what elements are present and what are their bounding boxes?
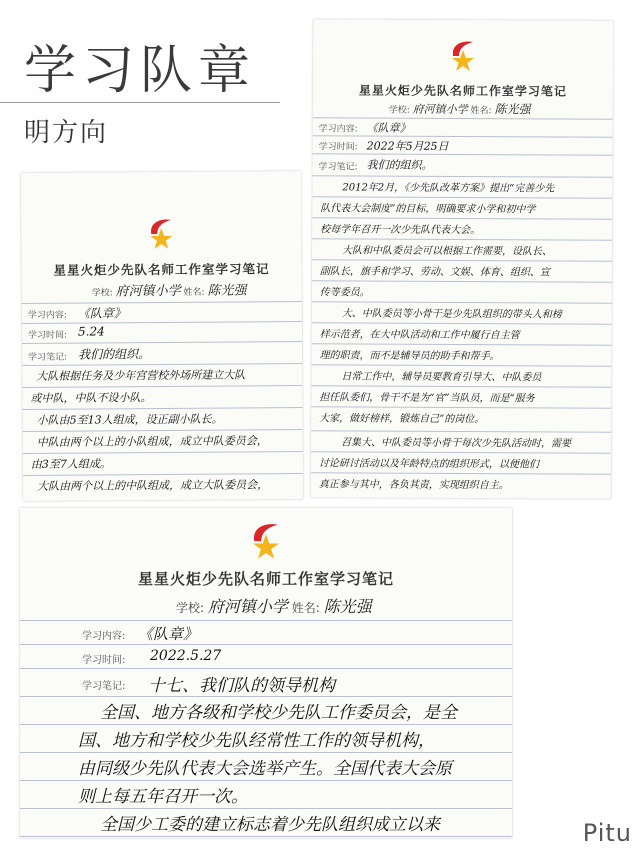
school-label: 学校: xyxy=(388,105,410,116)
note-line: 传等委员。 xyxy=(319,287,370,299)
page-title: 学习队章 xyxy=(24,41,257,101)
note-line: 全国少工委的建立标志着少先队组织成立以来 xyxy=(100,815,440,835)
time-row xyxy=(20,644,512,668)
notes-heading: 我们的组织。 xyxy=(78,347,151,362)
note-line: 副队长，旗手和学习、劳动、文娱、体育、组织、宣 xyxy=(319,266,550,279)
ruled-line xyxy=(311,430,611,433)
note-line: 队代表大会制度”的目标，明确要求小学和初中学 xyxy=(320,203,536,216)
young-pioneer-emblem-icon xyxy=(447,38,479,72)
ruled-line xyxy=(20,836,512,837)
notes-heading: 我们的组织。 xyxy=(366,158,433,172)
note-line: 真正参与其中，各负其责，实现组织自主。 xyxy=(318,479,509,492)
time-label: 学习时间: xyxy=(82,655,126,666)
note-line: 或中队，中队不设小队。 xyxy=(30,391,152,405)
ruled-line xyxy=(311,472,611,475)
note-line: 样示范者，在大中队活动和工作中履行自主管 xyxy=(319,329,520,342)
note-line: 则上每五年召开一次。 xyxy=(78,787,248,807)
note-title: 星星火炬少先队名师工作室学习笔记 xyxy=(53,261,270,278)
content-value: 《队章》 xyxy=(366,121,411,135)
ruled-line xyxy=(20,808,512,809)
note-line: 由同级少先队代表大会选举产生。全国代表大会原 xyxy=(78,759,452,779)
note-line: 大队由两个以上的中队组成，成立大队委员会， xyxy=(37,478,269,493)
notes-row xyxy=(20,668,512,694)
note-title: 星星火炬少先队名师工作室学习笔记 xyxy=(137,570,394,588)
notes-row xyxy=(22,341,302,363)
ruled-line xyxy=(20,696,512,697)
notes-label: 学习笔记: xyxy=(318,162,358,173)
ruled-line xyxy=(20,780,512,781)
name-label: 姓名: xyxy=(470,106,492,117)
note-card-2 xyxy=(311,19,613,499)
note-line: 担任队委们，骨干不是为“官”当队员，而是“服务 xyxy=(319,392,535,405)
ruled-line xyxy=(312,259,612,262)
ruled-line xyxy=(312,343,612,346)
ruled-line xyxy=(312,280,612,283)
note-line: 大队根据任务及少年宫营校外场所建立大队 xyxy=(36,368,246,383)
notes-label: 学习笔记: xyxy=(28,352,68,363)
author-name: 陈光强 xyxy=(323,597,372,616)
content-row xyxy=(20,620,512,644)
time-value: 2022年5月25日 xyxy=(366,139,449,153)
young-pioneer-emblem-icon xyxy=(145,216,177,250)
content-label: 学习内容: xyxy=(318,124,358,135)
ruled-line xyxy=(20,724,512,725)
note-line: 大、中队委员等小骨干是少先队组织的带头人和榜 xyxy=(341,308,562,321)
note-line: 理的职责，而不是辅导员的助手和帮手。 xyxy=(319,350,500,363)
ruled-line xyxy=(312,238,612,241)
time-row xyxy=(22,321,302,343)
name-label: 姓名: xyxy=(183,287,205,298)
notes-label: 学习笔记: xyxy=(82,681,126,692)
content-row xyxy=(22,301,302,323)
school-label: 学校: xyxy=(176,601,205,615)
name-label: 姓名: xyxy=(291,601,320,615)
note-line: 国、地方和学校少先队经常性工作的领导机构， xyxy=(78,731,435,751)
note-line: 由3至7人组成。 xyxy=(30,457,111,471)
ruled-line xyxy=(311,406,611,409)
note-card-1 xyxy=(21,171,303,501)
note-line: 中队由两个以上的小队组成，成立中队委员会， xyxy=(36,434,268,449)
note-line: 召集大、中队委员等小骨干每次少先队活动时，需要 xyxy=(341,437,572,450)
note-meta xyxy=(176,594,372,617)
note-title: 星星火炬少先队名师工作室学习笔记 xyxy=(358,83,567,99)
school-name: 府河镇小学 xyxy=(412,102,468,117)
ruled-line xyxy=(312,301,612,304)
note-line: 大队和中队委员会可以根据工作需要，设队长、 xyxy=(342,245,553,258)
note-line: 小队由5至13人组成，设正副小队长。 xyxy=(36,412,223,427)
school-name: 府河镇小学 xyxy=(207,597,288,616)
note-meta xyxy=(389,100,531,118)
content-label: 学习内容: xyxy=(82,631,126,642)
author-name: 陈光强 xyxy=(494,102,531,117)
content-value: 《队章》 xyxy=(138,625,199,643)
time-value: 2022.5.27 xyxy=(150,648,222,664)
ruled-line xyxy=(20,752,512,753)
content-label: 学习内容: xyxy=(27,310,67,321)
note-line: 全国、地方各级和学校少先队工作委员会，是全 xyxy=(100,703,457,723)
time-label: 学习时间: xyxy=(318,142,358,153)
time-row xyxy=(313,135,613,155)
ruled-line xyxy=(311,364,611,367)
school-name: 府河镇小学 xyxy=(115,283,181,300)
note-line: 大家，做好榜样，锻炼自己”的岗位。 xyxy=(319,413,485,426)
author-name: 陈光强 xyxy=(207,283,247,299)
note-line: 2012年2月，《少先队改革方案》提出“完善少先 xyxy=(342,182,555,195)
ruled-line xyxy=(311,451,611,454)
school-label: 学校: xyxy=(91,288,113,299)
time-value: 5.24 xyxy=(77,324,105,339)
ruled-line xyxy=(312,175,612,178)
note-line: 日常工作中，辅导员要教育引导大、中队委员 xyxy=(341,371,542,384)
ruled-line xyxy=(312,196,612,199)
ruled-line xyxy=(312,217,612,220)
young-pioneer-emblem-icon xyxy=(247,520,285,560)
notes-row xyxy=(312,153,612,175)
page-subtitle: 明方向 xyxy=(24,118,109,148)
content-row xyxy=(313,117,613,137)
title-divider xyxy=(0,102,280,103)
note-meta xyxy=(92,279,247,299)
note-line: 校每学年召开一次少先队代表大会。 xyxy=(320,224,481,237)
pitu-watermark: Pitu xyxy=(582,819,632,847)
ruled-line xyxy=(312,322,612,325)
ruled-line xyxy=(311,385,611,388)
time-label: 学习时间: xyxy=(27,330,68,341)
note-card-3 xyxy=(20,508,512,838)
content-value: 《队章》 xyxy=(77,306,126,321)
notes-heading: 十七、我们队的领导机构 xyxy=(148,676,335,696)
note-line: 讨论研讨活动以及年龄特点的组织形式，以便他们 xyxy=(318,458,539,471)
